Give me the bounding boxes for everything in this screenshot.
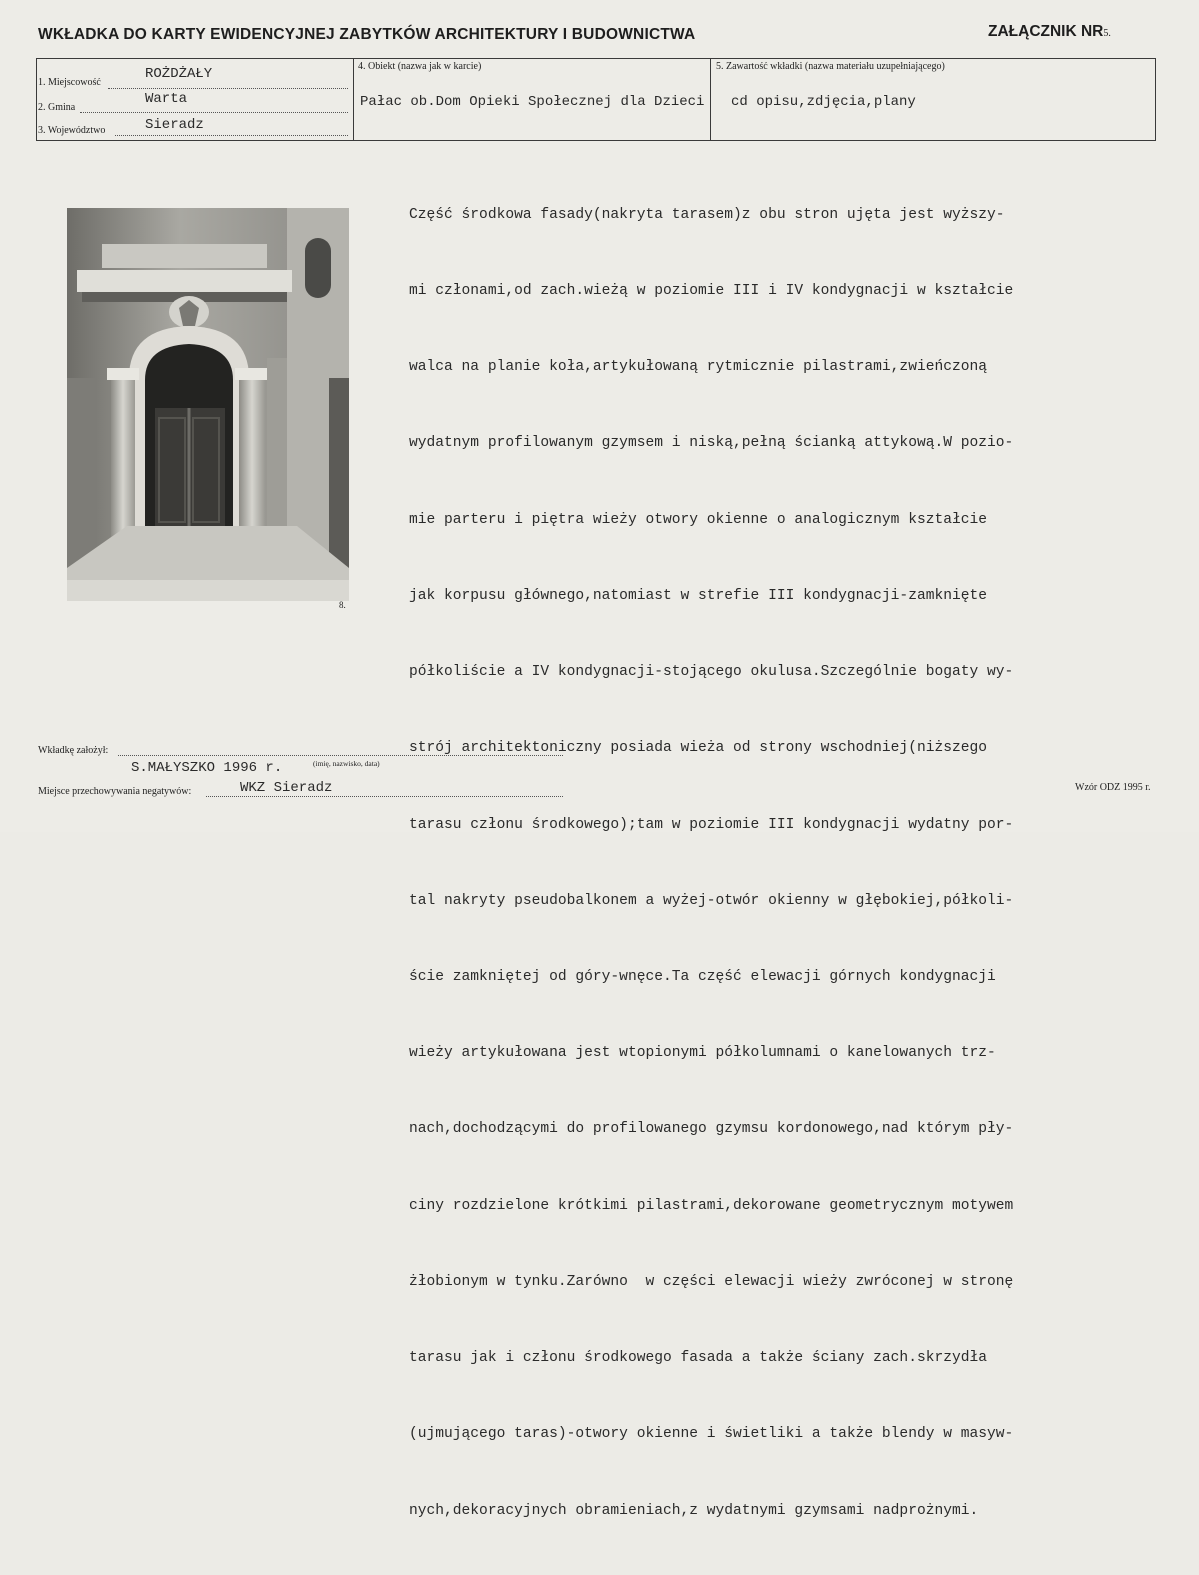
negatives-value: WKZ Sieradz [240,780,333,796]
object-value: Pałac ob.Dom Opieki Społecznej dla Dzieci [360,94,705,110]
table-left-rule [36,58,37,140]
miejscowosc-label: 1. Miejscowość [38,77,101,88]
gmina-dots [80,112,348,113]
tower-photograph [67,208,349,601]
template-version: Wzór ODZ 1995 r. [1075,782,1151,793]
contents-label: 5. Zawartość wkładki (nazwa materiału uzupełniającego) [716,61,945,72]
document-title: WKŁADKA DO KARTY EWIDENCYJNEJ ZABYTKÓW ARCHITEKTURY I BUDOWNICTWA [38,26,696,43]
description-line: ciny rozdzielone krótkimi pilastrami,dekorowane geometrycznym motywem [409,1197,1014,1214]
contents-value: cd opisu,zdjęcia,plany [731,94,916,110]
miejscowosc-dots [108,88,348,89]
gmina-value: Warta [145,91,188,107]
founded-dots [118,755,563,756]
negatives-label: Miejsce przechowywania negatywów: [38,786,192,797]
description-line: strój architektoniczny posiada wieża od strony wschodniej(niższego [409,740,988,757]
description-line: walca na planie koła,artykułowaną rytmicznie pilastrami,zwieńczoną [409,359,988,376]
wojewodztwo-dots [115,135,348,136]
negatives-dots [206,796,563,797]
miejscowosc-value: ROŻDŻAŁY [145,66,213,82]
description-line: mie parteru i piętra wieży otwory okienne o analogicznym kształcie [409,511,988,528]
founded-value: S.MAŁYSZKO 1996 r. [131,760,283,776]
description-line: nych,dekoracyjnych obramieniach,z wydatnymi gzymsami nadprożnymi. [409,1502,979,1519]
description-line: wieży artykułowana jest wtopionymi półkolumnami o kanelowanych trz- [409,1045,996,1062]
description-line: żłobionym w tynku.Zarówno w części elewacji wieży zwróconej w stronę [409,1273,1014,1290]
description-line: nach,dochodzącymi do profilowanego gzymsu kordonowego,nad którym pły- [409,1121,1014,1138]
tower-photo-image [67,208,349,601]
description-text [409,152,1109,1575]
object-label: 4. Obiekt (nazwa jak w karcie) [358,61,482,72]
gmina-label: 2. Gmina [38,102,76,113]
table-right-rule [1155,58,1156,140]
table-top-rule [36,58,1156,59]
photo-number: 8. [339,600,346,610]
attachment-number [988,23,1111,41]
attachment-value: 5. [1103,28,1111,39]
description-line: ście zamkniętej od góry-wnęce.Ta część elewacji górnych kondygnacji [409,969,996,985]
description-line: (ujmującego taras)-otwory okienne i świetliki a także blendy w masyw- [409,1426,1014,1443]
description-line: jak korpusu głównego,natomiast w strefie III kondygnacji-zamknięte [409,587,988,604]
description-line: mi członami,od zach.wieżą w poziomie III i IV kondygnacji w kształcie [409,283,1014,300]
founded-label: Wkładkę założył: [38,745,109,756]
attachment-label: ZAŁĄCZNIK NR [988,23,1104,40]
wojewodztwo-value: Sieradz [145,117,204,133]
table-divider-1 [353,58,354,140]
table-bottom-rule [36,140,1156,141]
description-line: Część środkowa fasady(nakryta tarasem)z obu stron ujęta jest wyższy- [409,206,1005,223]
description-line: tarasu członu środkowego);tam w poziomie III kondygnacji wydatny por- [409,816,1014,833]
description-line: tarasu jak i członu środkowego fasada a także ściany zach.skrzydła [409,1350,988,1367]
founded-hint: (imię, nazwisko, data) [313,759,380,768]
description-line: wydatnym profilowanym gzymsem i niską,pełną ścianką attykową.W pozio- [409,435,1014,452]
wojewodztwo-label: 3. Województwo [38,125,106,136]
description-line: półkoliście a IV kondygnacji-stojącego okulusa.Szczególnie bogaty wy- [409,664,1014,681]
table-divider-2 [710,58,711,140]
description-line: tal nakryty pseudobalkonem a wyżej-otwór okienny w głębokiej,półkoli- [409,892,1014,909]
